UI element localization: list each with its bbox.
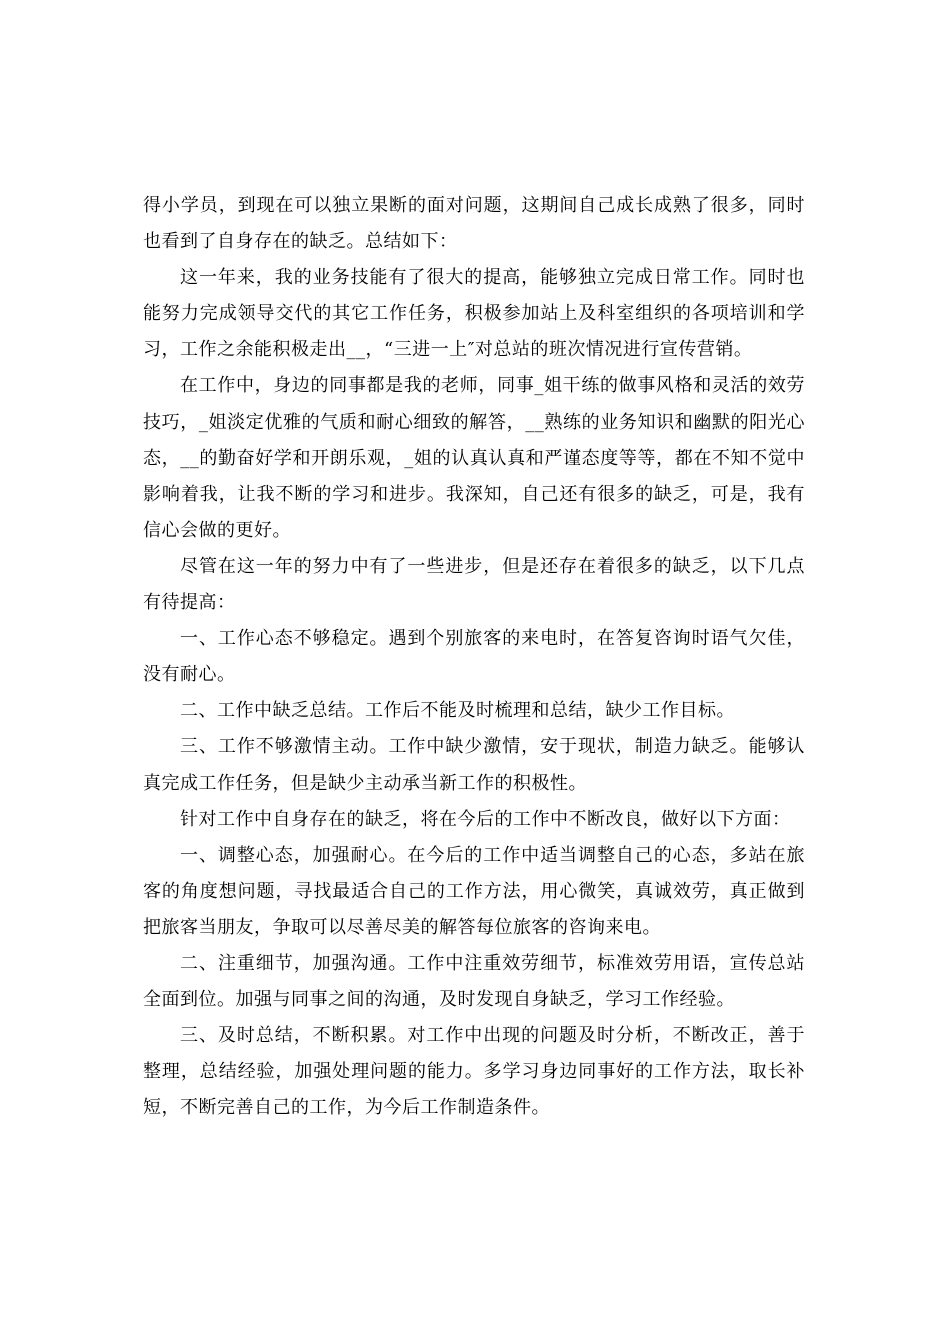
paragraph-improvements-intro: 针对工作中自身存在的缺乏，将在今后的工作中不断改良，做好以下方面： (180, 808, 791, 830)
paragraph-shortcoming-3: 三、工作不够激情主动。工作中缺少激情，安于现状，制造力缺乏。能够认真完成工作任务，但是缺少主动承当新工作的积极性。 (143, 736, 805, 794)
paragraph-improvement-2: 二、注重细节，加强沟通。工作中注重效劳细节，标准效劳用语，宣传总站全面到位。加强与同事之间的沟通，及时发现自身缺乏，学习工作经验。 (143, 952, 805, 1011)
paragraph-shortcomings-intro: 尽管在这一年的努力中有了一些进步，但是还存在着很多的缺乏，以下几点有待提高： (143, 555, 805, 614)
paragraph-shortcoming-1: 一、工作心态不够稳定。遇到个别旅客的来电时，在答复咨询时语气欠佳，没有耐心。 (143, 628, 805, 686)
document-body (143, 188, 805, 1126)
paragraph-continuation: 得小学员，到现在可以独立果断的面对问题，这期间自己成长成熟了很多，同时也看到了自身存在的缺乏。总结如下： (143, 195, 805, 253)
paragraph-colleagues: 在工作中，身边的同事都是我的老师，同事_姐干练的做事风格和灵活的效劳技巧，_姐淡定优雅的气质和耐心细致的解答，__熟练的业务知识和幽默的阳光心态，__的勤奋好学和开朗乐观，_姐的认真认真和严谨态度等等，都在不知不觉中影响着我，让我不断的学习和进步。我深知，自己还有很多的缺乏，可是，我有信心会做的更好。 (143, 375, 805, 541)
paragraph-skills: 这一年来，我的业务技能有了很大的提高，能够独立完成日常工作。同时也能努力完成领导交代的其它工作任务，积极参加站上及科室组织的各项培训和学习，工作之余能积极走出__，“三进一上″对总站的班次情况进行宣传营销。 (143, 267, 805, 361)
paragraph-shortcoming-2: 二、工作中缺乏总结。工作后不能及时梳理和总结，缺少工作目标。 (180, 700, 735, 722)
paragraph-improvement-1: 一、调整心态，加强耐心。在今后的工作中适当调整自己的心态，多站在旅客的角度想问题，寻找最适合自己的工作方法，用心微笑，真诚效劳，真正做到把旅客当朋友，争取可以尽善尽美的解答每位旅客的咨询来电。 (143, 844, 805, 938)
paragraph-improvement-3: 三、及时总结，不断积累。对工作中出现的问题及时分析，不断改正，善于整理，总结经验，加强处理问题的能力。多学习身边同事好的工作方法，取长补短，不断完善自己的工作，为今后工作制造条件。 (143, 1025, 805, 1119)
